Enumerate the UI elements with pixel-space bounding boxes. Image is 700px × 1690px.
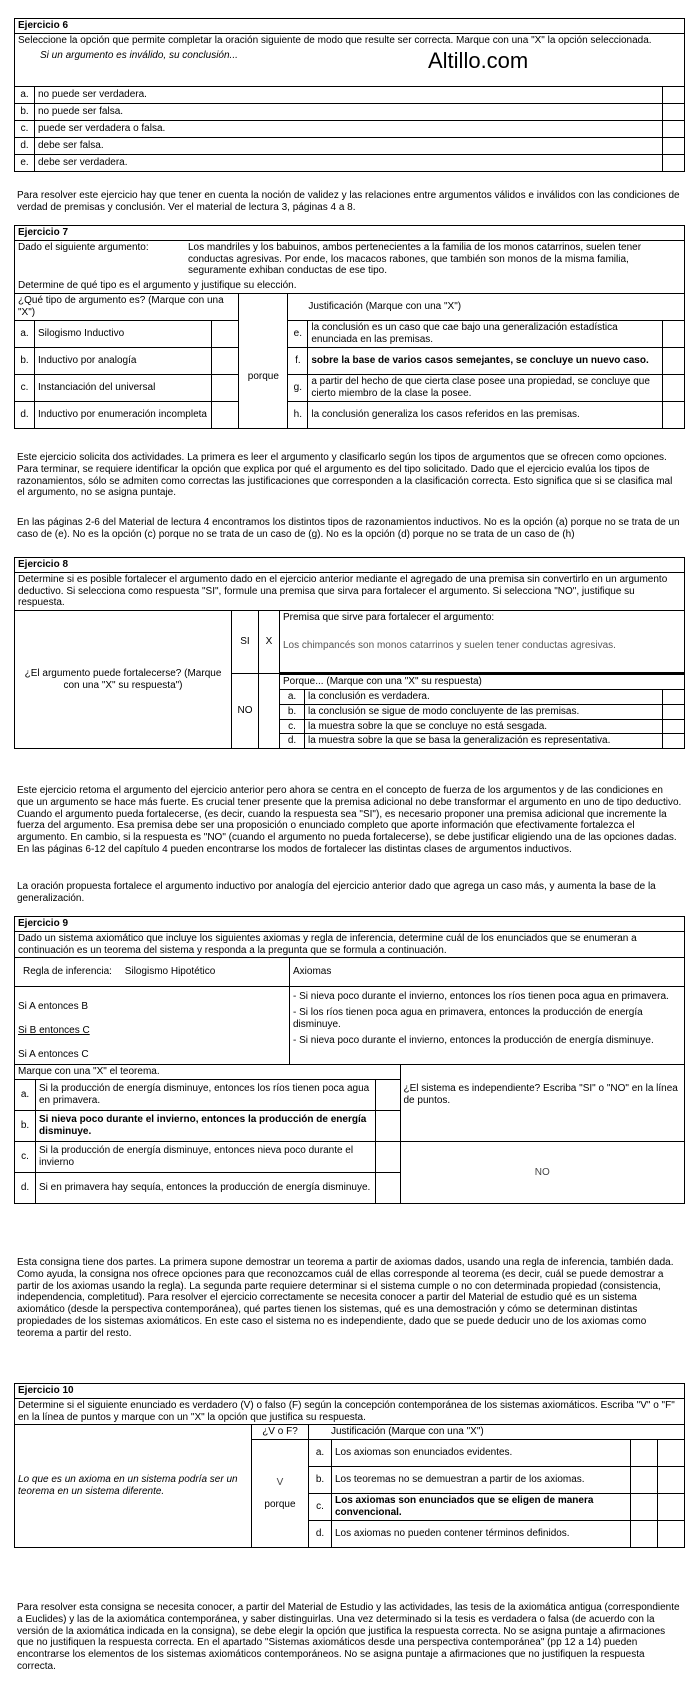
option-letter: a.: [309, 1440, 332, 1467]
option-text: Si la producción de energía disminuye, entonces los ríos tienen poca agua en primavera.: [36, 1080, 376, 1111]
option-letter: b.: [15, 1111, 36, 1142]
option-text: la conclusión generaliza los casos referidos en las premisas.: [308, 401, 663, 428]
mark-box[interactable]: [663, 689, 685, 704]
instruction: Determine de qué tipo es el argumento y justifique su elección.: [18, 280, 297, 292]
option-letter: b.: [15, 347, 35, 374]
option-row[interactable]: [15, 1142, 685, 1173]
question-text: ¿El argumento puede fortalecerse? (Marque con una "X" su respuesta"): [15, 611, 232, 749]
option-text: puede ser verdadera o falsa.: [35, 120, 663, 137]
mark-box[interactable]: [631, 1521, 658, 1548]
option-text: Inductivo por enumeración incompleta: [35, 401, 212, 428]
statement: Lo que es un axioma en un sistema podría ser un teorema en un sistema diferente.: [15, 1425, 252, 1548]
argument-text: Los mandriles y los babuinos, ambos pertenecientes a la familia de los monos catarrinos, suelen tener conductas agresivas. Por ende, los macacos rabones, que también son monos de la misma familia, seguramente exhiban conductas de ese tipo.: [188, 241, 642, 277]
mark-box[interactable]: [663, 401, 685, 428]
option-row[interactable]: [15, 120, 685, 137]
option-letter: c.: [15, 374, 35, 401]
mark-box[interactable]: [663, 734, 685, 749]
just-header: Justificación (Marque con una "X"): [309, 1425, 685, 1440]
axiom: - Si los ríos tienen poca agua en primavera, entonces la producción de energía disminuye.: [293, 1007, 643, 1030]
option-letter: e.: [15, 154, 35, 171]
option-text: Si la producción de energía disminuye, entonces nieva poco durante el invierno: [36, 1142, 376, 1173]
porque-label: porque: [264, 1498, 296, 1510]
explanation: Para resolver este ejercicio hay que tener en cuenta la noción de validez y las relaciones entre argumentos válidos e inválidos con las condiciones de verdad de premisas y conclusión. Ver el material de lectura 3, páginas 4 a 8.: [17, 190, 680, 213]
exercise-title: Ejercicio 8: [15, 558, 685, 573]
instruction: Determine si es posible fortalecer el argumento dado en el ejercicio anterior mediante el agregado de una premisa sin convertirlo en un argumento deductivo. Si selecciona como respuesta "SI", formule una premisa que sirva para fortalecer el argumento. Si selecciona "NO", justifique su respuesta.: [15, 572, 685, 610]
column-header: Justificación (Marque con una "X"): [288, 293, 685, 320]
option-text: Si nieva poco durante el invierno, entonces la producción de energía disminuye.: [36, 1111, 376, 1142]
option-row[interactable]: [15, 103, 685, 120]
vf-header: ¿V o F?: [252, 1425, 309, 1440]
option-text: debe ser falsa.: [35, 137, 663, 154]
mark-box[interactable]: [663, 704, 685, 719]
mark-box[interactable]: [663, 347, 685, 374]
option-letter: c.: [15, 120, 35, 137]
option-text: la conclusión es un caso que cae bajo una generalización estadística enunciada en las premisas.: [308, 320, 663, 347]
option-text: Los teoremas no se demuestran a partir de los axiomas.: [332, 1467, 631, 1494]
mark-box[interactable]: [212, 320, 239, 347]
option-text: la muestra sobre la que se basa la generalización es representativa.: [305, 734, 663, 749]
axiom: - Si nieva poco durante el invierno, entonces la producción de energía disminuye.: [293, 1034, 654, 1046]
argument-type-row[interactable]: [15, 320, 685, 347]
option-letter: f.: [288, 347, 308, 374]
option-text: Instanciación del universal: [35, 374, 212, 401]
option-text: debe ser verdadera.: [35, 154, 663, 171]
porque-label: porque: [239, 293, 288, 428]
exercise-title: Ejercicio 10: [15, 1384, 685, 1399]
explanation: En las páginas 2-6 del Material de lectura 4 encontramos los distintos tipos de razonamientos inductivos. No es la opción (a) porque no se trata de un caso de (e). No es la opción (c) porque no se trata de un caso de (g). No es la opción (d) porque no se trata de un caso de (h): [17, 517, 680, 540]
exercise-7: [14, 225, 685, 429]
option-letter: e.: [288, 320, 308, 347]
option-letter: a.: [15, 320, 35, 347]
option-letter: c.: [280, 719, 305, 734]
explanation: La oración propuesta fortalece el argumento inductivo por analogía del ejercicio anterior dado que agrega un caso más, y aumenta la base de la generalización.: [17, 881, 656, 904]
option-letter: d.: [15, 137, 35, 154]
rule-label: Regla de inferencia:: [23, 966, 112, 978]
option-letter: b.: [15, 103, 35, 120]
exercise-8: [14, 557, 685, 749]
mark-box[interactable]: [663, 86, 685, 103]
option-row[interactable]: [15, 154, 685, 171]
premise-label: Premisa que sirve para fortalecer el argumento:: [283, 612, 495, 624]
option-text: la conclusión es verdadera.: [305, 689, 663, 704]
exercise-title: Ejercicio 9: [15, 917, 685, 932]
option-text: Si en primavera hay sequía, entonces la producción de energía disminuye.: [36, 1173, 376, 1204]
option-letter: a.: [280, 689, 305, 704]
argument-type-row[interactable]: [15, 401, 685, 428]
mark-box[interactable]: [663, 374, 685, 401]
option-text: la conclusión se sigue de modo concluyente de las premisas.: [305, 704, 663, 719]
explanation: Para resolver esta consigna se necesita conocer, a partir del Material de Estudio y las actividades, las tesis de la axiomática antigua (correspondiente a Euclides) y las de la axiomática contemporánea, y saber distinguirlas. Una vez determinado si la tesis es verdadera o falsa (de acuerdo con la versión de la axiomática indicada en la consigna), se debe elegir la opción que justifica la respuesta correcta. No se asigna puntaje a afirmaciones que no justifiquen la respuesta correcta. En el apartado "Sistemas axiomáticos desde una perspectiva contemporánea" (pp 12 a 14) pueden encontrarse los elementos de los sistemas axiomáticos contemporáneos. No se asigna puntaje a afirmaciones que no justifiquen la respuesta correcta.: [17, 1602, 680, 1672]
exercise-6: [14, 18, 685, 172]
explanation: Este ejercicio retoma el argumento del ejercicio anterior pero ahora se centra en el concepto de fuerza de los argumentos y de las condiciones en que un argumento se hace más fuerte. Es crucial tener presente que la premisa adicional no debe transformar el argumento en uno de tipo deductivo. Cuando el argumento pueda fortalecerse, (es decir, cuando la respuesta sea "SI"), es necesario proponer una premisa adicional que incremente la fuerza del argumento. Esa premisa debe ser una proposición o enunciado completo que aporte información que efectivamente fortalezca el argumento. En cambio, si la respuesta es "NO" (cuando el argumento no pueda fortalecerse), se debe justificar eligiendo una de las opciones dadas. En las páginas 6-12 del capítulo 4 pueden encontrarse los modos de fortalecer las distintas clases de argumentos inductivos.: [17, 785, 682, 855]
option-row[interactable]: [15, 86, 685, 103]
mark-box[interactable]: [658, 1440, 685, 1467]
option-letter: d.: [15, 1173, 36, 1204]
explanation: Este ejercicio solicita dos actividades. La primera es leer el argumento y clasificarlo según los tipos de argumentos que se ofrecen como opciones. Para terminar, se requiere identificar la opción que explica por qué el argumento es del tipo solicitado. Dado que el ejercicio evalúa los tipos de razonamientos, sólo se admiten como correctas las justificaciones que corresponden a la clasificación correcta. Esto significa que si se clasifica mal el argumento, no se asigna puntaje.: [17, 452, 673, 499]
mark-box[interactable]: [658, 1521, 685, 1548]
exercise-title: Ejercicio 7: [15, 226, 685, 241]
option-text: no puede ser falsa.: [35, 103, 663, 120]
mark-box[interactable]: [375, 1080, 400, 1111]
rule-line: Si B entonces C: [18, 1025, 90, 1037]
option-letter: d.: [280, 734, 305, 749]
porque-header: Porque... (Marque con una "X" su respuesta): [280, 674, 685, 690]
exercise-9: [14, 916, 685, 1204]
mark-box[interactable]: [663, 137, 685, 154]
axioms-label: Axiomas: [290, 958, 685, 987]
independence-answer[interactable]: NO: [400, 1142, 685, 1204]
question-stem: Si un argumento es inválido, su conclusión...: [40, 49, 238, 61]
option-letter: c.: [309, 1494, 332, 1521]
mark-box[interactable]: [212, 347, 239, 374]
mark-label: Marque con una "X" el teorema.: [15, 1065, 401, 1080]
mark-box[interactable]: [212, 374, 239, 401]
option-letter: g.: [288, 374, 308, 401]
exercise-10: [14, 1383, 685, 1548]
option-text: Inductivo por analogía: [35, 347, 212, 374]
option-text: Silogismo Inductivo: [35, 320, 212, 347]
option-letter: a.: [15, 86, 35, 103]
option-letter: a.: [15, 1080, 36, 1111]
option-letter: c.: [15, 1142, 36, 1173]
argument-type-row[interactable]: [15, 347, 685, 374]
vf-answer[interactable]: V: [276, 1476, 284, 1488]
option-text: sobre la base de varios casos semejantes, se concluye un nuevo caso.: [308, 347, 663, 374]
independence-question: ¿El sistema es independiente? Escriba "SI" o "NO" en la línea de puntos.: [400, 1065, 685, 1142]
mark-box[interactable]: [375, 1173, 400, 1204]
option-text: Los axiomas son enunciados que se eligen de manera convencional.: [332, 1494, 631, 1521]
mark-box[interactable]: [212, 401, 239, 428]
option-letter: d.: [15, 401, 35, 428]
option-row[interactable]: [15, 137, 685, 154]
mark-box[interactable]: [658, 1467, 685, 1494]
mark-box[interactable]: [663, 103, 685, 120]
mark-box[interactable]: [631, 1440, 658, 1467]
mark-box[interactable]: [631, 1467, 658, 1494]
no-label: NO: [232, 674, 259, 749]
option-text: la muestra sobre la que se concluye no está sesgada.: [305, 719, 663, 734]
mark-box[interactable]: [663, 154, 685, 171]
si-label: SI: [232, 611, 259, 674]
mark-box[interactable]: [631, 1494, 658, 1521]
column-header: ¿Qué tipo de argumento es? (Marque con una "X"): [15, 293, 239, 320]
argument-type-row[interactable]: [15, 374, 685, 401]
instruction: Seleccione la opción que permite completar la oración siguiente de modo que resulte ser correcta. Marque con una "X" la opción seleccionada.: [18, 34, 652, 46]
axiom: - Si nieva poco durante el invierno, entonces los ríos tienen poca agua en primavera.: [293, 991, 669, 1003]
mark-box[interactable]: [663, 719, 685, 734]
instruction: Dado un sistema axiomático que incluye los siguientes axiomas y regla de inferencia, determine cuál de los enunciados que se enumeran a continuación es un teorema del sistema y responda a la pregunta que se formula a continuación.: [15, 931, 685, 958]
option-text: Los axiomas son enunciados evidentes.: [332, 1440, 631, 1467]
mark-box[interactable]: [663, 120, 685, 137]
watermark: Altillo.com: [428, 48, 529, 73]
option-letter: d.: [309, 1521, 332, 1548]
mark-box[interactable]: [658, 1494, 685, 1521]
mark-box[interactable]: [375, 1111, 400, 1142]
option-text: Los axiomas no pueden contener términos definidos.: [332, 1521, 631, 1548]
no-mark[interactable]: [259, 674, 280, 749]
given-label: Dado el siguiente argumento:: [18, 241, 149, 253]
exercise-title: Ejercicio 6: [15, 19, 685, 34]
option-letter: h.: [288, 401, 308, 428]
mark-box[interactable]: [663, 320, 685, 347]
option-letter: b.: [309, 1467, 332, 1494]
rule-name: Silogismo Hipotético: [124, 966, 216, 978]
option-letter: b.: [280, 704, 305, 719]
mark-box[interactable]: [375, 1142, 400, 1173]
rule-line: Si A entonces C: [18, 1049, 89, 1061]
explanation: Esta consigna tiene dos partes. La primera supone demostrar un teorema a partir de axiomas dados, usando una regla de inferencia, también dada. Como ayuda, la consigna nos ofrece opciones para que reconozcamos cuál de ellas corresponde al teorema (es decir, cuál se puede demostrar a partir de los axiomas usando la regla). La segunda parte requiere determinar si el sistema cumple o no con determinada propiedad (consistencia, independencia, completitud). Para resolver el ejercicio correctamente se necesita conocer a partir del Material de estudio qué es un sistema axiomático (desde la perspectiva contemporánea), qué partes tienen los sistemas, qué es una demostración y cómo se determinan distintas propiedades de los sistemas axiomáticos. En este caso el sistema no es independiente, dado que se puede deducir uno de los axiomas como teorema a partir del resto.: [17, 1257, 674, 1339]
instruction: Determine si el siguiente enunciado es verdadero (V) o falso (F) según la concepción contemporánea de los sistemas axiomáticos. Escriba "V" o "F" en la línea de puntos y marque con un "X" la opción que justifica su respuesta.: [15, 1398, 685, 1425]
premise-answer[interactable]: Los chimpancés son monos catarrinos y suelen tener conductas agresivas.: [283, 639, 616, 651]
option-text: no puede ser verdadera.: [35, 86, 663, 103]
option-text: a partir del hecho de que cierta clase posee una propiedad, se concluye que cierto miembro de la clase la posee.: [308, 374, 663, 401]
rule-line: Si A entonces B: [18, 1001, 89, 1013]
si-mark[interactable]: X: [259, 611, 280, 674]
